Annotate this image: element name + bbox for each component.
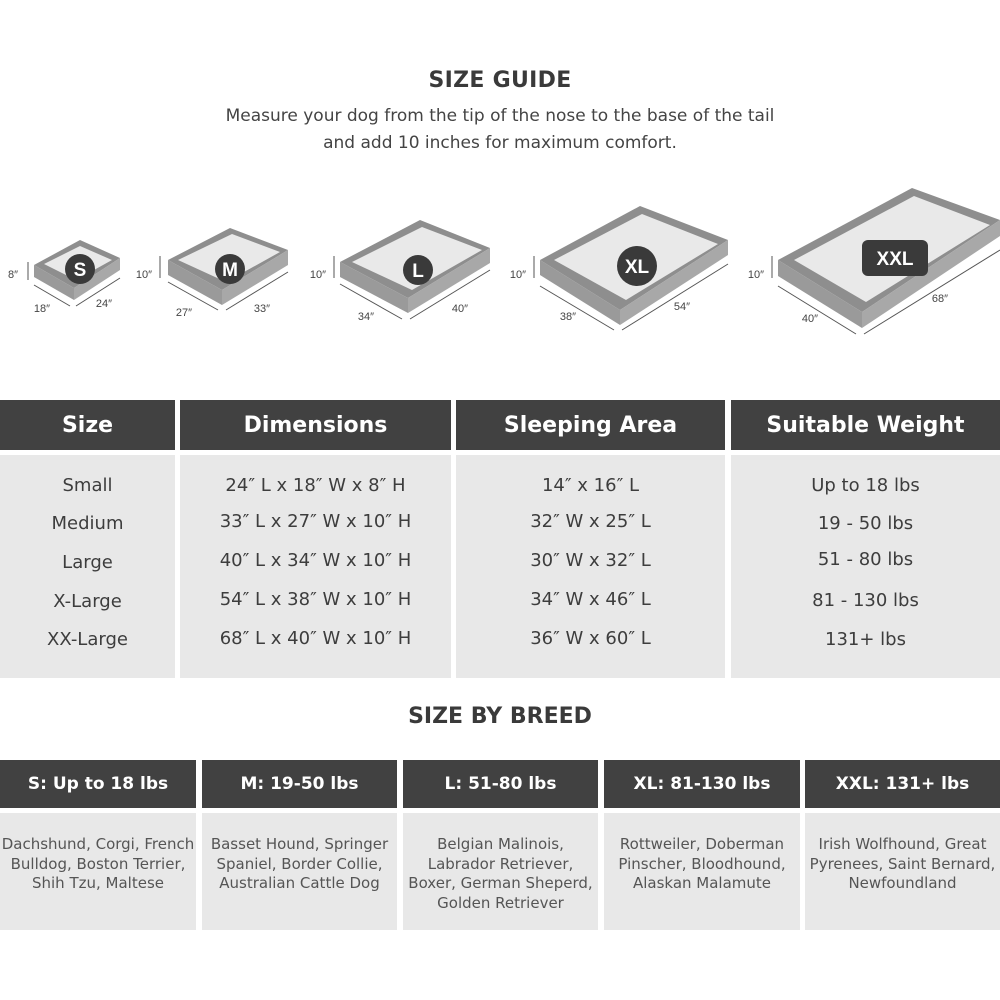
- page-title: SIZE GUIDE: [428, 68, 572, 93]
- bed-s-width: 18″: [33, 303, 51, 315]
- breed-section-title: SIZE BY BREED: [408, 704, 592, 729]
- bed-l-height: 10″: [309, 269, 326, 281]
- breed-line: Dachshund, Corgi, French: [1, 835, 195, 853]
- subtitle-line-1: Measure your dog from the tip of the nose to the base of the tail: [225, 106, 775, 126]
- badge-l-label: L: [412, 261, 424, 282]
- sleeping-area-column: [456, 400, 725, 678]
- bed-xl-height: 10″: [509, 269, 526, 281]
- bed-medium: [136, 228, 288, 319]
- dimensions-cell: 24″ L x 18″ W x 8″ H: [225, 475, 406, 496]
- bed-m-height: 10″: [135, 269, 152, 281]
- dimensions-cell: 33″ L x 27″ W x 10″ H: [219, 511, 412, 532]
- bed-xlarge: [510, 206, 728, 330]
- bed-l-length: 40″: [451, 303, 469, 315]
- breed-line: Shih Tzu, Maltese: [31, 874, 164, 892]
- bed-large: [310, 220, 490, 323]
- weight-cell: Up to 18 lbs: [811, 475, 920, 496]
- sleeping-area-cell: 30″ W x 32″ L: [530, 550, 651, 571]
- breed-list-m: [202, 813, 397, 930]
- dimensions-cell: 54″ L x 38″ W x 10″ H: [219, 589, 412, 610]
- breed-line: Australian Cattle Dog: [219, 874, 380, 892]
- page-subtitle: [0, 103, 1000, 157]
- weight-column: [731, 400, 1000, 678]
- size-cell: Small: [62, 475, 113, 496]
- breed-column-l: [403, 760, 598, 930]
- size-table: [0, 400, 1000, 678]
- dimensions-column-body: [180, 455, 451, 678]
- bed-xl-width: 38″: [559, 311, 577, 323]
- size-cell: Medium: [51, 513, 124, 534]
- bed-illustrations: [0, 170, 1000, 370]
- dimensions-cell: 68″ L x 40″ W x 10″ H: [219, 628, 412, 649]
- bed-xxl-width: 40″: [801, 313, 819, 325]
- size-cell: XX-Large: [47, 629, 128, 650]
- breed-list-l: [403, 813, 598, 930]
- weight-cell: 131+ lbs: [825, 629, 906, 650]
- breed-line: Golden Retriever: [437, 893, 564, 912]
- weight-column-body: [731, 455, 1000, 678]
- sleeping-area-cell: 36″ W x 60″ L: [530, 628, 651, 649]
- size-cell: X-Large: [53, 591, 122, 612]
- bed-m-width: 27″: [175, 307, 193, 319]
- breed-list-s: [0, 813, 196, 930]
- breed-header-m: M: 19-50 lbs: [202, 760, 397, 808]
- bed-l-width: 34″: [357, 311, 375, 323]
- breed-line: Newfoundland: [848, 874, 957, 892]
- breed-line: Boxer, German Sheperd,: [408, 874, 593, 892]
- bed-xxl-length: 68″: [931, 293, 949, 305]
- size-column-body: [0, 455, 175, 678]
- size-column: [0, 400, 175, 678]
- dimensions-header: Dimensions: [180, 400, 451, 450]
- subtitle-line-2: and add 10 inches for maximum comfort.: [323, 133, 677, 153]
- sleeping-area-cell: 34″ W x 46″ L: [530, 589, 651, 610]
- breed-line: Irish Wolfhound, Great: [818, 835, 987, 853]
- dimensions-cell: 40″ L x 34″ W x 10″ H: [219, 550, 412, 571]
- breed-header-s: S: Up to 18 lbs: [0, 760, 196, 808]
- bed-xl-length: 54″: [673, 301, 691, 313]
- breed-list-xl: [604, 813, 800, 930]
- weight-cell: 81 - 130 lbs: [812, 590, 919, 611]
- bed-xxlarge: [748, 188, 1000, 334]
- sleeping-area-header: Sleeping Area: [456, 400, 725, 450]
- breed-column-m: [202, 760, 397, 930]
- badge-xxl-label: XXL: [876, 249, 914, 270]
- breed-line: Labrador Retriever,: [427, 854, 574, 873]
- breed-header-l: L: 51-80 lbs: [403, 760, 598, 808]
- sleeping-area-cell: 32″ W x 25″ L: [530, 511, 651, 532]
- breed-line: Belgian Malinois,: [437, 835, 564, 853]
- breed-line: Basset Hound, Springer: [210, 835, 389, 853]
- sleeping-area-column-body: [456, 455, 725, 678]
- weight-cell: 51 - 80 lbs: [817, 549, 914, 570]
- weight-cell: 19 - 50 lbs: [817, 513, 914, 534]
- sleeping-area-cell: 14″ x 16″ L: [541, 475, 640, 496]
- breed-column-xxl: [805, 760, 1000, 930]
- badge-xl-label: XL: [624, 257, 650, 278]
- bed-s-length: 24″: [95, 298, 113, 310]
- breed-header-xxl: XXL: 131+ lbs: [805, 760, 1000, 808]
- breed-line: Rottweiler, Doberman: [619, 835, 785, 853]
- bed-m-length: 33″: [253, 303, 271, 315]
- badge-s-label: S: [73, 260, 87, 281]
- breed-column-s: [0, 760, 196, 930]
- bed-s-height: 8″: [7, 269, 18, 281]
- size-header: Size: [0, 400, 175, 450]
- breed-line: Pyrenees, Saint Bernard,: [809, 854, 996, 873]
- breed-line: Spaniel, Border Collie,: [216, 854, 383, 873]
- bed-xxl-height: 10″: [747, 269, 764, 281]
- breed-line: Bulldog, Boston Terrier,: [10, 854, 186, 873]
- breed-line: Alaskan Malamute: [632, 874, 772, 892]
- dimensions-column: [180, 400, 451, 678]
- breed-line: Pinscher, Bloodhound,: [618, 854, 786, 873]
- breed-header-xl: XL: 81-130 lbs: [604, 760, 800, 808]
- breed-column-xl: [604, 760, 800, 930]
- bed-small: [8, 240, 120, 315]
- breed-list-xxl: [805, 813, 1000, 930]
- size-cell: Large: [62, 552, 113, 573]
- badge-m-label: M: [222, 260, 238, 281]
- weight-header: Suitable Weight: [731, 400, 1000, 450]
